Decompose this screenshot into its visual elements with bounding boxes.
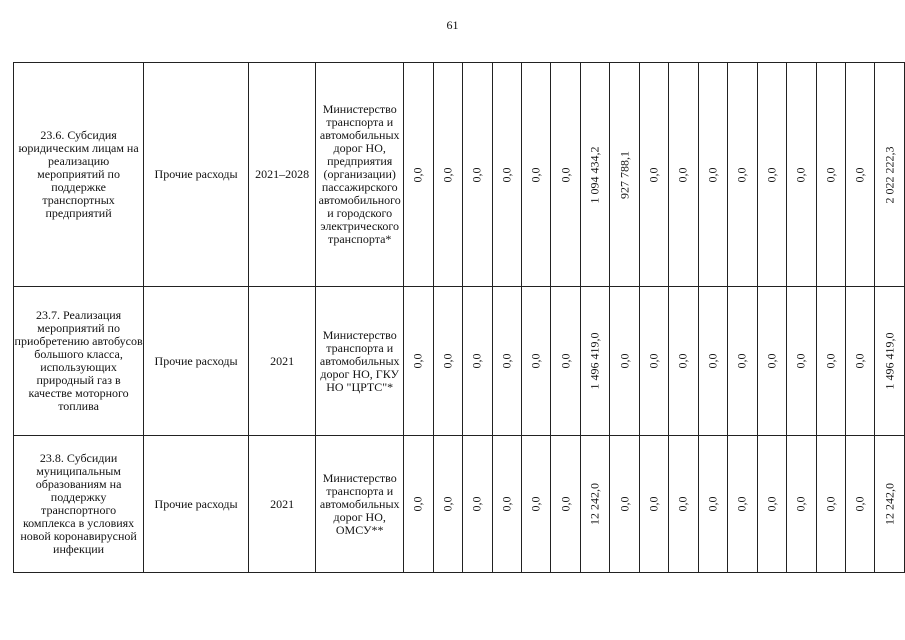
value-cell [728,436,757,573]
measure-name-cell: 23.8. Субсидии муниципальным образованиям на поддержку транспортного комплекса в условиях новой коронавирусной инфекции [14,436,144,573]
value-text: 0,0 [734,167,749,182]
value-cell [639,63,668,287]
value-text: 0,0 [646,353,661,369]
value-text: 0,0 [558,496,573,512]
value-cell [492,436,521,573]
value-cell [698,63,727,287]
value-text: 0,0 [558,167,573,182]
value-text: 0,0 [823,496,838,512]
period-cell: 2021–2028 [248,63,315,287]
value-cell [728,287,757,436]
table-row [14,287,905,436]
value-cell [551,287,580,436]
value-cell [875,436,905,573]
value-cell [463,63,492,287]
value-cell [639,436,668,573]
value-cell [787,63,816,287]
value-text: 0,0 [528,496,543,512]
table-row [14,63,905,287]
value-cell [433,63,462,287]
value-text: 1 094 434,2 [587,146,602,203]
period-cell: 2021 [248,436,315,573]
value-cell [698,287,727,436]
value-text: 0,0 [646,167,661,182]
value-cell [404,287,433,436]
value-text: 0,0 [675,496,690,512]
value-text: 0,0 [499,167,514,182]
value-text: 0,0 [675,167,690,182]
value-text: 0,0 [469,496,484,512]
value-text: 0,0 [823,167,838,182]
value-cell [728,63,757,287]
value-text: 0,0 [764,353,779,369]
value-cell [669,287,698,436]
period-cell: 2021 [248,287,315,436]
value-text: 0,0 [793,353,808,369]
value-cell [757,436,786,573]
value-cell [492,287,521,436]
value-text: 2 022 222,3 [882,146,897,203]
value-cell [580,436,609,573]
value-cell [580,287,609,436]
value-text: 0,0 [764,167,779,182]
value-text: 12 242,0 [587,483,602,525]
table-row [14,436,905,573]
value-text: 0,0 [852,167,867,182]
value-cell [463,287,492,436]
value-cell [433,287,462,436]
value-text: 0,0 [440,353,455,369]
value-text: 1 496 419,0 [882,332,897,390]
value-text: 0,0 [410,353,425,369]
value-cell [610,287,639,436]
value-cell [816,287,845,436]
value-text: 0,0 [469,167,484,182]
value-cell [404,63,433,287]
value-cell [816,63,845,287]
value-text: 0,0 [705,496,720,512]
value-cell [757,287,786,436]
value-cell [816,436,845,573]
value-cell [669,63,698,287]
value-cell [845,436,874,573]
value-text: 0,0 [734,496,749,512]
value-cell [875,63,905,287]
value-text: 927 788,1 [617,150,632,199]
value-cell [551,63,580,287]
executor-cell: Министерство транспорта и автомобильных дорог НО, ГКУ НО "ЦРТС"* [316,287,404,436]
expense-type-cell: Прочие расходы [144,63,249,287]
value-text: 0,0 [793,167,808,182]
value-cell [580,63,609,287]
value-text: 0,0 [793,496,808,512]
value-text: 0,0 [617,353,632,369]
value-cell [610,436,639,573]
value-cell [787,436,816,573]
value-cell [492,63,521,287]
value-text: 0,0 [617,496,632,512]
value-text: 0,0 [440,167,455,182]
value-text: 0,0 [499,353,514,369]
value-text: 0,0 [705,167,720,182]
value-text: 0,0 [646,496,661,512]
executor-cell: Министерство транспорта и автомобильных дорог НО, предприятия (организации) пассажирского автомобильного и городского электрического транспорта* [316,63,404,287]
value-cell [610,63,639,287]
value-text: 0,0 [734,353,749,369]
value-text: 0,0 [410,167,425,182]
value-cell [521,287,550,436]
value-cell [845,287,874,436]
value-text: 1 496 419,0 [587,332,602,390]
value-cell [521,436,550,573]
value-text: 0,0 [528,167,543,182]
value-text: 0,0 [410,496,425,512]
value-cell [521,63,550,287]
measure-name-cell: 23.6. Субсидия юридическим лицам на реализацию мероприятий по поддержке транспортных предприятий [14,63,144,287]
value-text: 12 242,0 [882,483,897,525]
value-text: 0,0 [528,353,543,369]
measure-name-cell: 23.7. Реализация мероприятий по приобретению автобусов большого класса, использующих природный газ в качестве моторного топлива [14,287,144,436]
value-cell [551,436,580,573]
value-cell [787,287,816,436]
value-cell [463,436,492,573]
executor-cell: Министерство транспорта и автомобильных дорог НО, ОМСУ** [316,436,404,573]
value-text: 0,0 [852,496,867,512]
value-text: 0,0 [499,496,514,512]
value-text: 0,0 [823,353,838,369]
value-cell [669,436,698,573]
value-text: 0,0 [675,353,690,369]
value-cell [404,436,433,573]
value-cell [845,63,874,287]
value-cell [698,436,727,573]
page-number: 61 [446,18,459,32]
expense-type-cell: Прочие расходы [144,287,249,436]
value-text: 0,0 [852,353,867,369]
value-text: 0,0 [440,496,455,512]
value-cell [757,63,786,287]
value-cell [875,287,905,436]
value-text: 0,0 [469,353,484,369]
value-text: 0,0 [558,353,573,369]
value-text: 0,0 [705,353,720,369]
value-cell [433,436,462,573]
value-text: 0,0 [764,496,779,512]
value-cell [639,287,668,436]
budget-table [13,62,905,573]
expense-type-cell: Прочие расходы [144,436,249,573]
